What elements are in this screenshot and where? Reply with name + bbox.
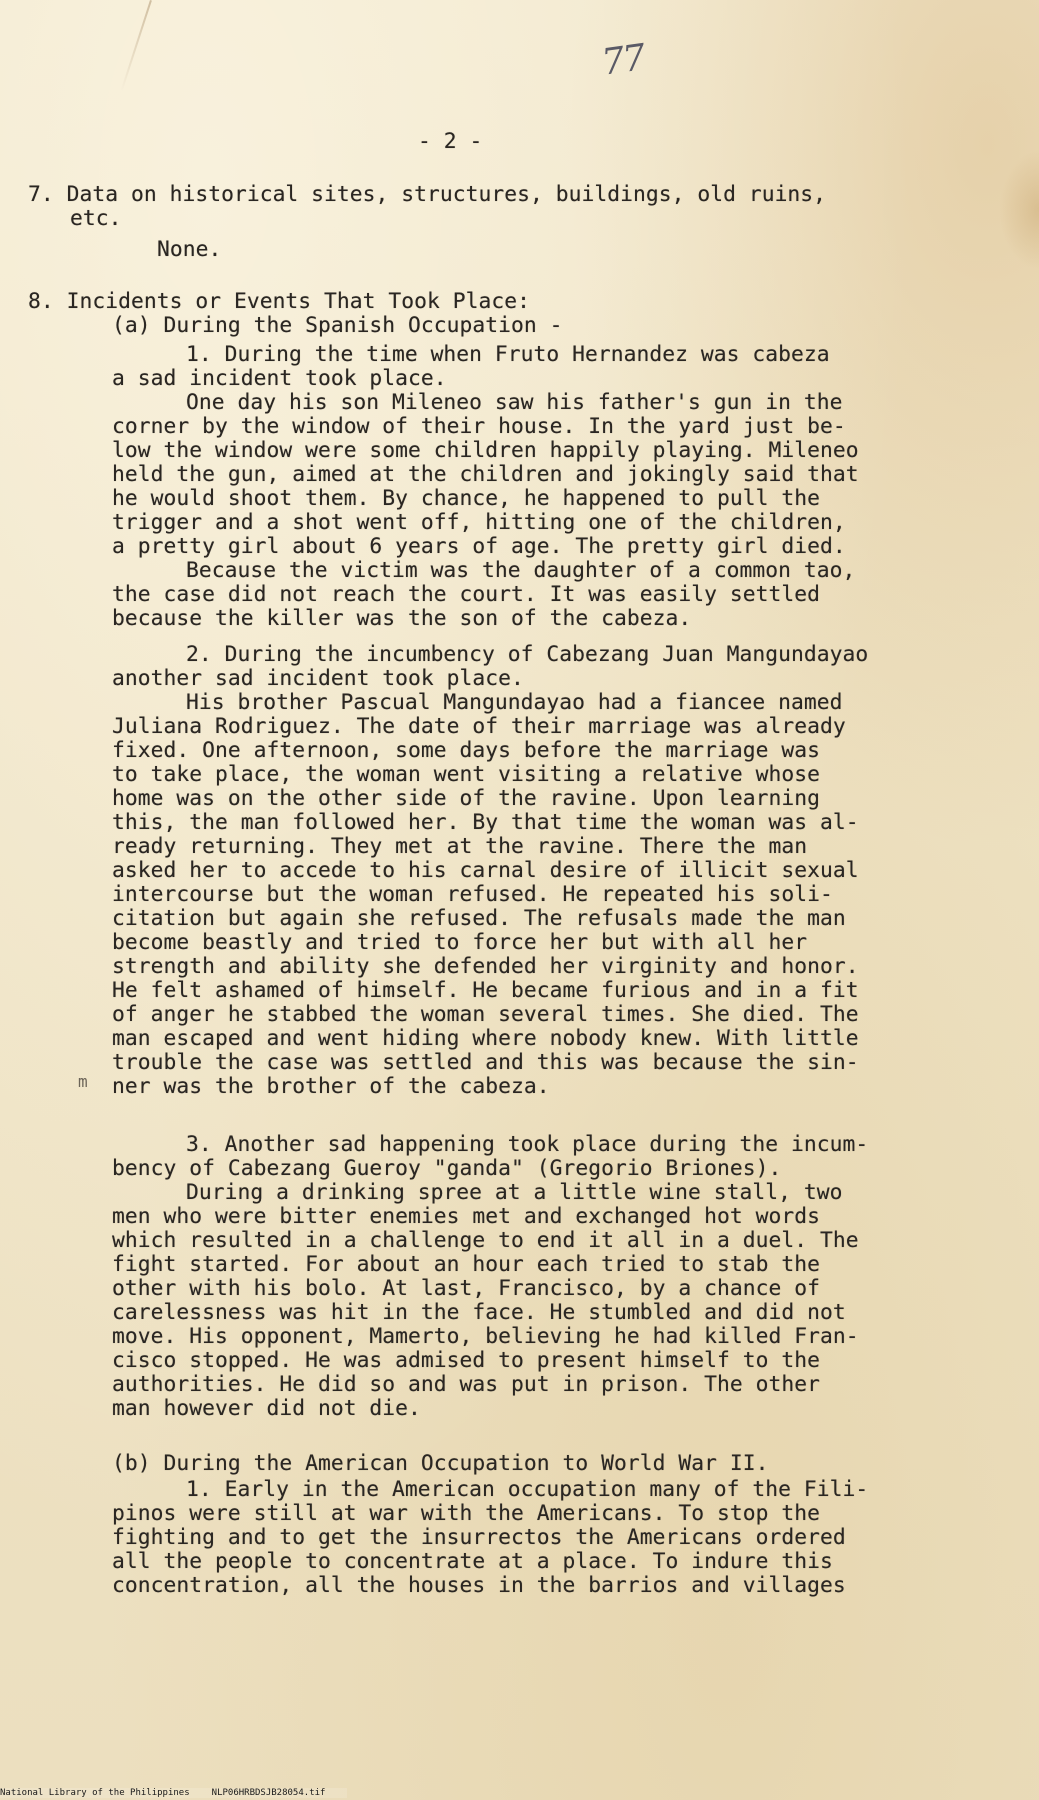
paragraph-line: ready returning. They met at the ravine. There the man — [112, 834, 808, 859]
paragraph-line: He felt ashamed of himself. He became furious and in a fit — [112, 978, 859, 1003]
item-7-answer: None. — [157, 237, 222, 262]
paragraph-line: 2. During the incumbency of Cabezang Juan Mangundayao — [186, 642, 869, 667]
paragraph-line: which resulted in a challenge to end it all in a duel. The — [112, 1228, 859, 1253]
paragraph-line: bency of Cabezang Gueroy "ganda" (Gregorio Briones). — [112, 1156, 782, 1181]
paragraph-line: other with his bolo. At last, Francisco, by a chance of — [112, 1276, 820, 1301]
paragraph-line: home was on the other side of the ravine. Upon learning — [112, 786, 820, 811]
paragraph-line: fight started. For about an hour each tried to stab the — [112, 1252, 820, 1277]
paragraph-line: During a drinking spree at a little wine stall, two — [186, 1180, 843, 1205]
item-7-heading-cont: etc. — [70, 206, 122, 231]
paper-crease — [121, 0, 152, 91]
paragraph-line: because the killer was the son of the cabeza. — [112, 606, 692, 631]
paragraph-line: fighting and to get the insurrectos the Americans ordered — [112, 1525, 846, 1550]
paragraph-line: this, the man followed her. By that time the woman was al- — [112, 810, 859, 835]
paragraph-line: the case did not reach the court. It was easily settled — [112, 582, 820, 607]
paragraph-line: held the gun, aimed at the children and jokingly said that — [112, 462, 859, 487]
paragraph-line: of anger he stabbed the woman several times. She died. The — [112, 1002, 859, 1027]
item-7-heading: 7. Data on historical sites, structures, buildings, old ruins, — [28, 182, 827, 207]
paragraph-line: trigger and a shot went off, hitting one of the children, — [112, 510, 846, 535]
handwritten-folio-number: 77 — [599, 37, 647, 84]
page-number: - 2 - — [418, 129, 483, 154]
section-a-heading: (a) During the Spanish Occupation - — [112, 313, 563, 338]
paragraph-line: carelessness was hit in the face. He stumbled and did not — [112, 1300, 846, 1325]
footer-file-id: NLP06HRBDSJB28054.tif — [211, 1788, 326, 1798]
paragraph-line: men who were bitter enemies met and exchanged hot words — [112, 1204, 820, 1229]
paragraph-line: man escaped and went hiding where nobody knew. With little — [112, 1026, 859, 1051]
paragraph-line: pinos were still at war with the Americans. To stop the — [112, 1501, 820, 1526]
paragraph-line: concentration, all the houses in the barrios and villages — [112, 1573, 846, 1598]
paragraph-line: to take place, the woman went visiting a relative whose — [112, 762, 820, 787]
paragraph-line: asked her to accede to his carnal desire of illicit sexual — [112, 858, 859, 883]
paragraph-line: become beastly and tried to force her but with all her — [112, 930, 808, 955]
scan-footer — [0, 1788, 347, 1798]
item-8-heading: 8. Incidents or Events That Took Place: — [28, 289, 531, 314]
paragraph-line: Juliana Rodriguez. The date of their marriage was already — [112, 714, 846, 739]
paragraph-line: man however did not die. — [112, 1396, 421, 1421]
footer-library: National Library of the Philippines — [0, 1788, 190, 1798]
paragraph-line: authorities. He did so and was put in prison. The other — [112, 1372, 820, 1397]
paragraph-line: ner was the brother of the cabeza. — [112, 1074, 550, 1099]
margin-mark: m — [78, 1072, 88, 1091]
paragraph-line: citation but again she refused. The refusals made the man — [112, 906, 846, 931]
paragraph-line: 1. During the time when Fruto Hernandez was cabeza — [186, 342, 830, 367]
paragraph-line: His brother Pascual Mangundayao had a fiancee named — [186, 690, 843, 715]
paragraph-line: strength and ability she defended her virginity and honor. — [112, 954, 859, 979]
paragraph-line: fixed. One afternoon, some days before the marriage was — [112, 738, 820, 763]
paragraph-line: low the window were some children happily playing. Mileneo — [112, 438, 859, 463]
paragraph-line: another sad incident took place. — [112, 666, 524, 691]
paragraph-line: all the people to concentrate at a place. To indure this — [112, 1549, 833, 1574]
paragraph-line: One day his son Mileneo saw his father's gun in the — [186, 390, 843, 415]
paper-stain — [999, 150, 1039, 270]
paragraph-line: trouble the case was settled and this was because the sin- — [112, 1050, 859, 1075]
paragraph-line: cisco stopped. He was admised to present himself to the — [112, 1348, 820, 1373]
section-b-heading: (b) During the American Occupation to World War II. — [112, 1451, 769, 1476]
paragraph-line: 1. Early in the American occupation many of the Fili- — [186, 1477, 869, 1502]
paragraph-line: a sad incident took place. — [112, 366, 447, 391]
paragraph-line: corner by the window of their house. In the yard just be- — [112, 414, 846, 439]
paragraph-line: Because the victim was the daughter of a common tao, — [186, 558, 856, 583]
paragraph-line: 3. Another sad happening took place during the incum- — [186, 1132, 869, 1157]
paragraph-line: intercourse but the woman refused. He repeated his soli- — [112, 882, 833, 907]
paragraph-line: move. His opponent, Mamerto, believing he had killed Fran- — [112, 1324, 859, 1349]
paragraph-line: a pretty girl about 6 years of age. The pretty girl died. — [112, 534, 846, 559]
paragraph-line: he would shoot them. By chance, he happened to pull the — [112, 486, 820, 511]
